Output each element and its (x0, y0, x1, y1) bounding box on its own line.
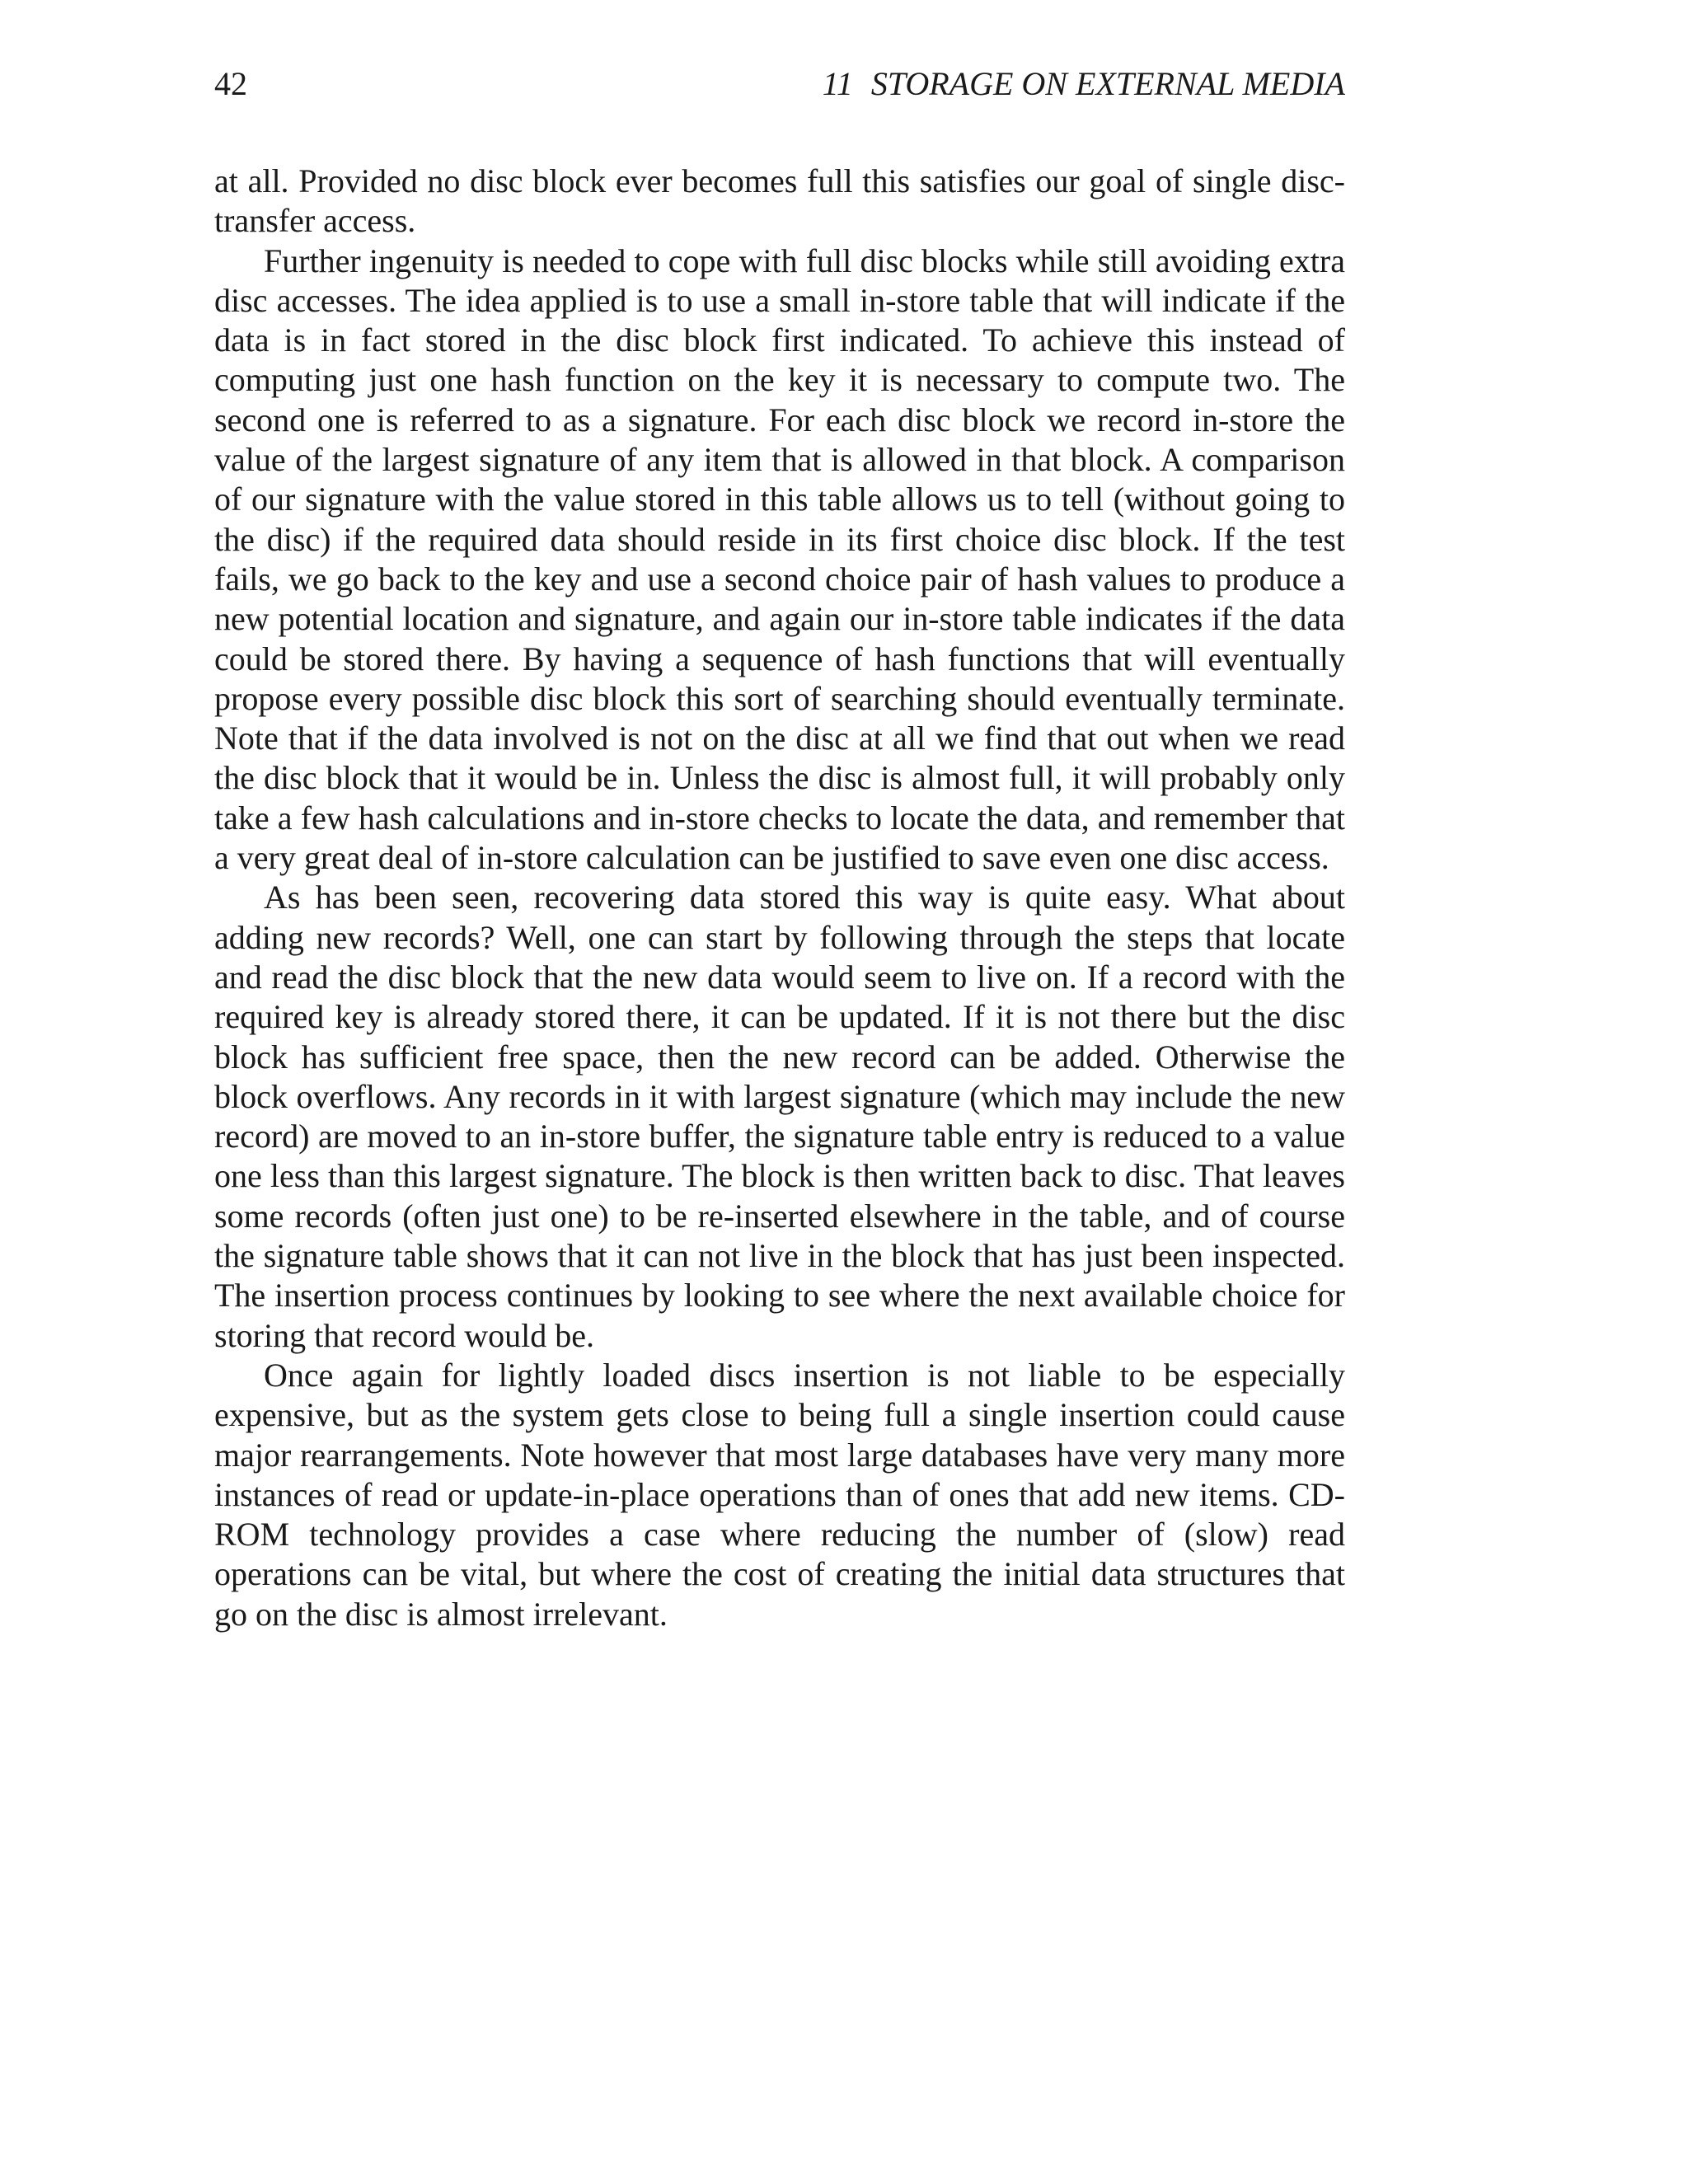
body-text (214, 162, 1345, 1634)
paragraph-signature-table: Further ingenuity is needed to cope with full disc blocks while still avoiding extra disc accesses. The idea applied is to use a small in-store table that will indicate if the data is in fact stored in the disc block first indicated. To achieve this instead of computing just one hash function on the key it is necessary to compute two. The second one is referred to as a signature. For each disc block we record in-store the value of the largest signature of any item that is allowed in that block. A comparison of our signature with the value stored in this table allows us to tell (without going to the disc) if the required data should reside in its first choice disc block. If the test fails, we go back to the key and use a second choice pair of hash values to produce a new potential location and signature, and again our in-store table indicates if the data could be stored there. By having a sequence of hash functions that will eventually propose every possible disc block this sort of searching should eventually terminate. Note that if the data involved is not on the disc at all we find that out when we read the disc block that it would be in. Unless the disc is almost full, it will probably only take a few hash calculations and in-store checks to locate the data, and remember that a very great deal of in-store calculation can be justified to save even one disc access. (214, 241, 1345, 877)
page-number: 42 (214, 65, 247, 102)
paragraph-continuation: at all. Provided no disc block ever becomes full this satisfies our goal of single disc-transfer access. (214, 162, 1345, 240)
chapter-heading (823, 61, 1345, 107)
paragraph-adding-records: As has been seen, recovering data stored this way is quite easy. What about adding new records? Well, one can start by following through the steps that locate and read the disc block that the new data would seem to live on. If a record with the required key is already stored there, it can be updated. If it is not there but the disc block has sufficient free space, then the new record can be added. Otherwise the block overflows. Any records in it with largest signature (which may include the new record) are moved to an in-store buffer, the signature table entry is reduced to a value one less than this largest signature. The block is then written back to disc. That leaves some records (often just one) to be re-inserted elsewhere in the table, and of course the signature table shows that it can not live in the block that has just been inspected. The insertion process continues by looking to see where the next available choice for storing that record would be. (214, 879, 1345, 1354)
chapter-title: STORAGE ON EXTERNAL MEDIA (870, 65, 1345, 102)
chapter-number: 11 (822, 65, 853, 102)
running-header (214, 61, 1345, 107)
paragraph-insertion-cost: Once again for lightly loaded discs insertion is not liable to be especially expensive, but as the system gets close to being full a single insertion could cause major rearrangements. Note however that most large databases have very many more instances of read or update-in-place operations than of ones that add new items. CD-ROM technology provides a case where reducing the number of (slow) read operations can be vital, but where the cost of creating the initial data structures that go on the disc is almost irrelevant. (214, 1356, 1345, 1633)
